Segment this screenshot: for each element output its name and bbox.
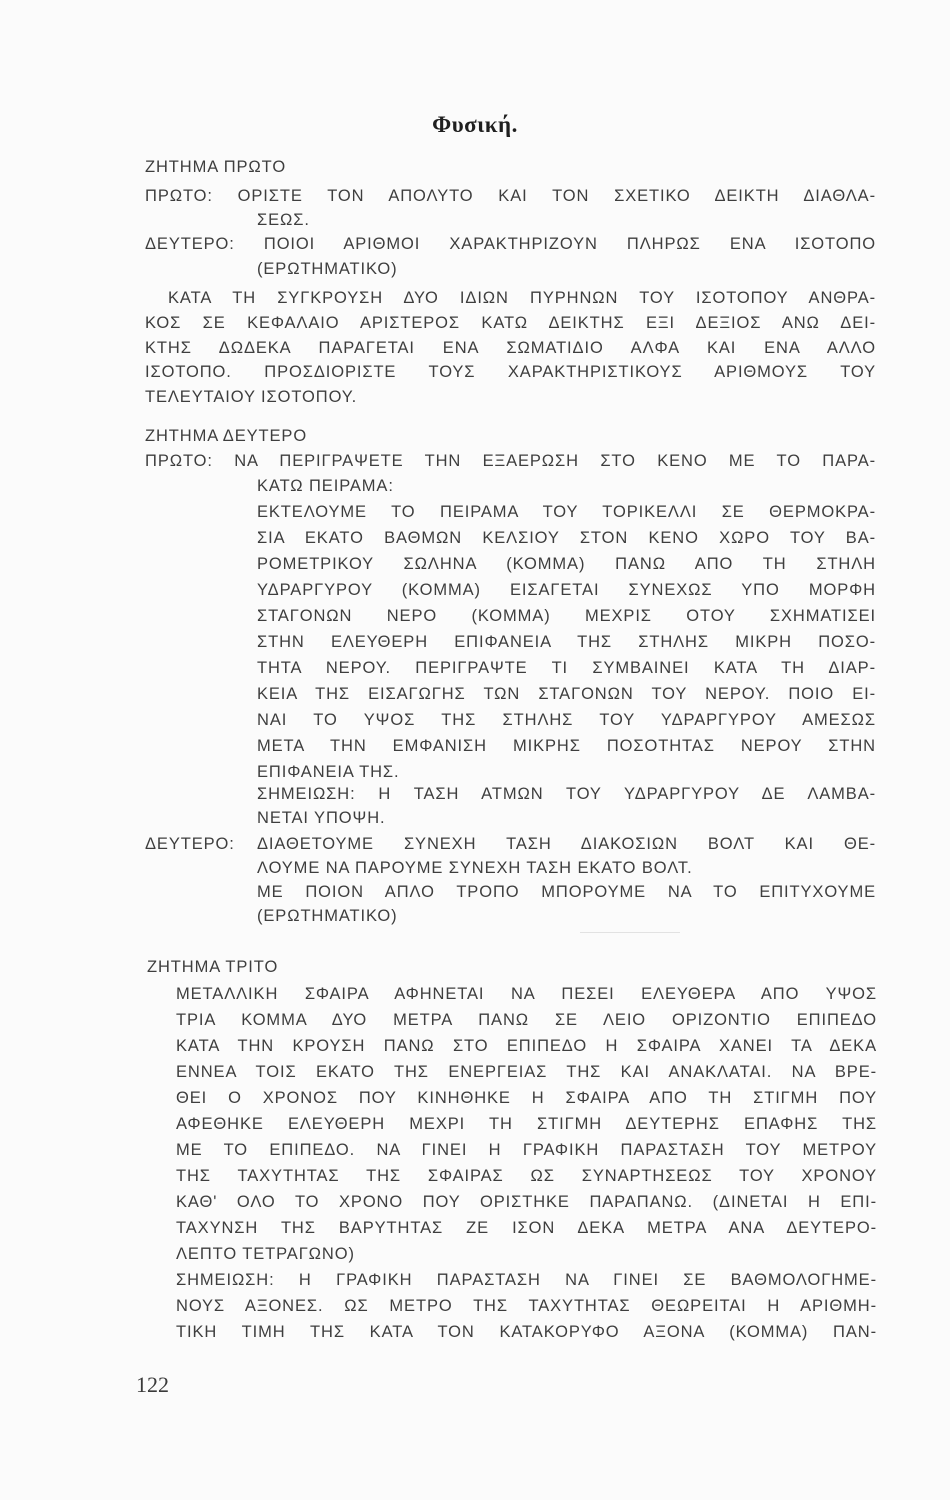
topic3-note-line: ΝΟΥΣ ΑΞΟΝΕΣ. ΩΣ ΜΕΤΡΟ ΤΗΣ ΤΑΧΥΤΗΤΑΣ ΘΕΩΡΕΙΤΑΙ Η ΑΡΙΘΜΗ- — [176, 1297, 877, 1315]
experiment-line: ΣΙΑ ΕΚΑΤΟ ΒΑΘΜΩΝ ΚΕΛΣΙΟΥ ΣΤΟΝ ΚΕΝΟ ΧΩΡΟ ΤΟΥ ΒΑ- — [257, 529, 876, 547]
topic3-paragraph-line: ΜΕ ΤΟ ΕΠΙΠΕΔΟ. ΝΑ ΓΙΝΕΙ Η ΓΡΑΦΙΚΗ ΠΑΡΑΣΤΑΣΗ ΤΟΥ ΜΕΤΡΟΥ — [176, 1141, 877, 1159]
topic3-note-line: ΣΗΜΕΙΩΣΗ: Η ΓΡΑΦΙΚΗ ΠΑΡΑΣΤΑΣΗ ΝΑ ΓΙΝΕΙ ΣΕ ΒΑΘΜΟΛΟΓΗΜΕ- — [176, 1271, 877, 1289]
topic3-paragraph-line: ΤΗΣ ΤΑΧΥΤΗΤΑΣ ΤΗΣ ΣΦΑΙΡΑΣ ΩΣ ΣΥΝΑΡΤΗΣΕΩΣ ΤΟΥ ΧΡΟΝΟΥ — [176, 1167, 877, 1185]
topic3-paragraph-line: ΘΕΙ Ο ΧΡΟΝΟΣ ΠΟΥ ΚΙΝΗΘΗΚΕ Η ΣΦΑΙΡΑ ΑΠΟ ΤΗ ΣΤΙΓΜΗ ΠΟΥ — [176, 1089, 877, 1107]
experiment-line: ΣΤΗΝ ΕΛΕΥΘΕΡΗ ΕΠΙΦΑΝΕΙΑ ΤΗΣ ΣΤΗΛΗΣ ΜΙΚΡΗ ΠΟΣΟ- — [257, 633, 876, 651]
topic3-paragraph-line: ΕΝΝΕΑ ΤΟΙΣ ΕΚΑΤΟ ΤΗΣ ΕΝΕΡΓΕΙΑΣ ΤΗΣ ΚΑΙ ΑΝΑΚΛΑΤΑΙ. ΝΑ ΒΡΕ- — [176, 1063, 877, 1081]
experiment-line: ΣΤΑΓΟΝΩΝ ΝΕΡΟ (ΚΟΜΜΑ) ΜΕΧΡΙΣ ΟΤΟΥ ΣΧΗΜΑΤΙΣΕΙ — [257, 607, 876, 625]
topic1-paragraph-line: ΚΟΣ ΣΕ ΚΕΦΑΛΑΙΟ ΑΡΙΣΤΕΡΟΣ ΚΑΤΩ ΔΕΙΚΤΗΣ ΕΞΙ ΔΕΞΙΟΣ ΑΝΩ ΔΕΙ- — [145, 314, 876, 332]
topic1-paragraph-line: ΤΕΛΕΥΤΑΙΟΥ ΙΣΟΤΟΠΟΥ. — [145, 388, 358, 406]
page-title: Φυσική. — [432, 112, 518, 137]
page-number: 122 — [136, 1372, 169, 1397]
topic2-q1-line: ΚΑΤΩ ΠΕΙΡΑΜΑ: — [257, 477, 394, 495]
topic3-paragraph-line: ΤΑΧΥΝΣΗ ΤΗΣ ΒΑΡΥΤΗΤΑΣ ΖΕ ΙΣΟΝ ΔΕΚΑ ΜΕΤΡΑ ΑΝΑ ΔΕΥΤΕΡΟ- — [176, 1219, 877, 1237]
topic1-heading: ΖΗΤΗΜΑ ΠΡΩΤΟ — [145, 158, 287, 176]
experiment-line: ΜΕΤΑ ΤΗΝ ΕΜΦΑΝΙΣΗ ΜΙΚΡΗΣ ΠΟΣΟΤΗΤΑΣ ΝΕΡΟΥ ΣΤΗΝ — [257, 737, 876, 755]
topic1-q1-line: ΣΕΩΣ. — [257, 211, 310, 229]
topic3-paragraph-line: ΚΑΤΑ ΤΗΝ ΚΡΟΥΣΗ ΠΑΝΩ ΣΤΟ ΕΠΙΠΕΔΟ Η ΣΦΑΙΡΑ ΧΑΝΕΙ ΤΑ ΔΕΚΑ — [176, 1037, 877, 1055]
faint-divider — [580, 932, 680, 933]
experiment-line: ΚΕΙΑ ΤΗΣ ΕΙΣΑΓΩΓΗΣ ΤΩΝ ΣΤΑΓΟΝΩΝ ΤΟΥ ΝΕΡΟΥ. ΠΟΙΟ ΕΙ- — [257, 685, 876, 703]
topic1-paragraph-line: ΚΤΗΣ ΔΩΔΕΚΑ ΠΑΡΑΓΕΤΑΙ ΕΝΑ ΣΩΜΑΤΙΔΙΟ ΑΛΦΑ ΚΑΙ ΕΝΑ ΑΛΛΟ — [145, 339, 876, 357]
topic2-note-line: ΣΗΜΕΙΩΣΗ: Η ΤΑΣΗ ΑΤΜΩΝ ΤΟΥ ΥΔΡΑΡΓΥΡΟΥ ΔΕ ΛΑΜΒΑ- — [257, 785, 876, 803]
topic2-q2-label: ΔΕΥΤΕΡΟ: — [145, 835, 235, 853]
experiment-line: ΕΚΤΕΛΟΥΜΕ ΤΟ ΠΕΙΡΑΜΑ ΤΟΥ ΤΟΡΙΚΕΛΛΙ ΣΕ ΘΕΡΜΟΚΡΑ- — [257, 503, 876, 521]
topic3-heading: ΖΗΤΗΜΑ ΤΡΙΤΟ — [147, 958, 279, 976]
topic2-q2-line: ΔΙΑΘΕΤΟΥΜΕ ΣΥΝΕΧΗ ΤΑΣΗ ΔΙΑΚΟΣΙΩΝ ΒΟΛΤ ΚΑΙ ΘΕ- — [257, 835, 876, 853]
topic2-heading: ΖΗΤΗΜΑ ΔΕΥΤΕΡΟ — [145, 427, 308, 445]
topic3-paragraph-line: ΜΕΤΑΛΛΙΚΗ ΣΦΑΙΡΑ ΑΦΗΝΕΤΑΙ ΝΑ ΠΕΣΕΙ ΕΛΕΥΘΕΡΑ ΑΠΟ ΥΨΟΣ — [176, 985, 877, 1003]
topic2-q2-line: (ΕΡΩΤΗΜΑΤΙΚΟ) — [257, 907, 398, 925]
topic2-q2-line: ΜΕ ΠΟΙΟΝ ΑΠΛΟ ΤΡΟΠΟ ΜΠΟΡΟΥΜΕ ΝΑ ΤΟ ΕΠΙΤΥΧΟΥΜΕ — [257, 883, 876, 901]
topic3-paragraph-line: ΛΕΠΤΟ ΤΕΤΡΑΓΩΝΟ) — [176, 1245, 355, 1263]
topic3-paragraph-line: ΚΑΘ' ΟΛΟ ΤΟ ΧΡΟΝΟ ΠΟΥ ΟΡΙΣΤΗΚΕ ΠΑΡΑΠΑΝΩ. (ΔΙΝΕΤΑΙ Η ΕΠΙ- — [176, 1193, 877, 1211]
experiment-line: ΤΗΤΑ ΝΕΡΟΥ. ΠΕΡΙΓΡΑΨΤΕ ΤΙ ΣΥΜΒΑΙΝΕΙ ΚΑΤΑ ΤΗ ΔΙΑΡ- — [257, 659, 876, 677]
topic1-paragraph-line: ΙΣΟΤΟΠΟ. ΠΡΟΣΔΙΟΡΙΣΤΕ ΤΟΥΣ ΧΑΡΑΚΤΗΡΙΣΤΙΚΟΥΣ ΑΡΙΘΜΟΥΣ ΤΟΥ — [145, 363, 876, 381]
experiment-line: ΕΠΙΦΑΝΕΙΑ ΤΗΣ. — [257, 763, 400, 781]
topic1-q2-line: ΔΕΥΤΕΡΟ: ΠΟΙΟΙ ΑΡΙΘΜΟΙ ΧΑΡΑΚΤΗΡΙΖΟΥΝ ΠΛΗΡΩΣ ΕΝΑ ΙΣΟΤΟΠΟ — [145, 235, 876, 253]
topic1-paragraph-line: ΚΑΤΑ ΤΗ ΣΥΓΚΡΟΥΣΗ ΔΥΟ ΙΔΙΩΝ ΠΥΡΗΝΩΝ ΤΟΥ ΙΣΟΤΟΠΟΥ ΑΝΘΡΑ- — [168, 289, 876, 307]
topic3-paragraph-line: ΑΦΕΘΗΚΕ ΕΛΕΥΘΕΡΗ ΜΕΧΡΙ ΤΗ ΣΤΙΓΜΗ ΔΕΥΤΕΡΗΣ ΕΠΑΦΗΣ ΤΗΣ — [176, 1115, 877, 1133]
experiment-line: ΝΑΙ ΤΟ ΥΨΟΣ ΤΗΣ ΣΤΗΛΗΣ ΤΟΥ ΥΔΡΑΡΓΥΡΟΥ ΑΜΕΣΩΣ — [257, 711, 876, 729]
topic3-paragraph-line: ΤΡΙΑ ΚΟΜΜΑ ΔΥΟ ΜΕΤΡΑ ΠΑΝΩ ΣΕ ΛΕΙΟ ΟΡΙΖΟΝΤΙΟ ΕΠΙΠΕΔΟ — [176, 1011, 877, 1029]
topic2-note-line: ΝΕΤΑΙ ΥΠΟΨΗ. — [257, 809, 386, 827]
experiment-line: ΡΟΜΕΤΡΙΚΟΥ ΣΩΛΗΝΑ (ΚΟΜΜΑ) ΠΑΝΩ ΑΠΟ ΤΗ ΣΤΗΛΗ — [257, 555, 876, 573]
experiment-line: ΥΔΡΑΡΓΥΡΟΥ (ΚΟΜΜΑ) ΕΙΣΑΓΕΤΑΙ ΣΥΝΕΧΩΣ ΥΠΟ ΜΟΡΦΗ — [257, 581, 876, 599]
topic2-q2-line: ΛΟΥΜΕ ΝΑ ΠΑΡΟΥΜΕ ΣΥΝΕΧΗ ΤΑΣΗ ΕΚΑΤΟ ΒΟΛΤ. — [257, 859, 693, 877]
topic1-q1-line: ΠΡΩΤΟ: ΟΡΙΣΤΕ ΤΟΝ ΑΠΟΛΥΤΟ ΚΑΙ ΤΟΝ ΣΧΕΤΙΚΟ ΔΕΙΚΤΗ ΔΙΑΘΛΑ- — [145, 187, 876, 205]
topic2-q1-line: ΠΡΩΤΟ: ΝΑ ΠΕΡΙΓΡΑΨΕΤΕ ΤΗΝ ΕΞΑΕΡΩΣΗ ΣΤΟ ΚΕΝΟ ΜΕ ΤΟ ΠΑΡΑ- — [145, 452, 876, 470]
topic1-q2-line: (ΕΡΩΤΗΜΑΤΙΚΟ) — [257, 260, 398, 278]
topic3-note-line: ΤΙΚΗ ΤΙΜΗ ΤΗΣ ΚΑΤΑ ΤΟΝ ΚΑΤΑΚΟΡΥΦΟ ΑΞΟΝΑ (ΚΟΜΜΑ) ΠΑΝ- — [176, 1323, 877, 1341]
